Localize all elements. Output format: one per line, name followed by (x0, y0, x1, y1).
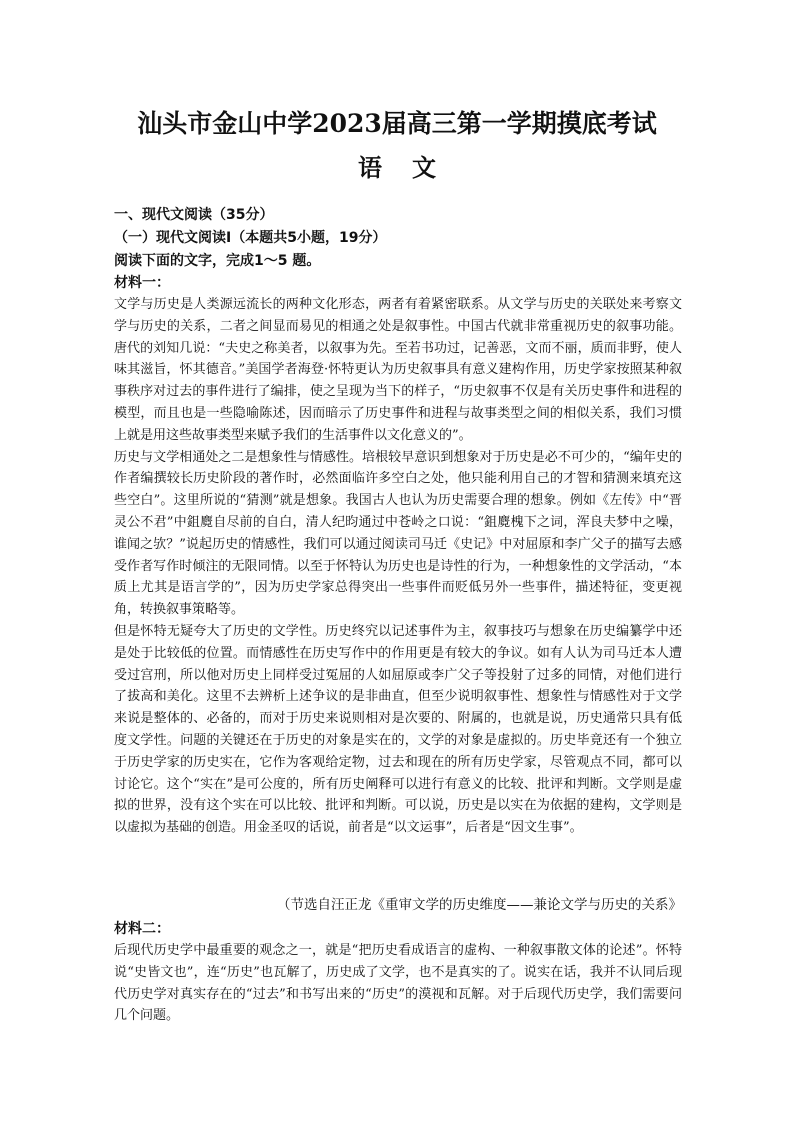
exam-title: 汕头市金山中学2023届高三第一学期摸底考试 (137, 109, 657, 138)
material2-text (114, 940, 682, 1027)
material2-label: 材料二： (114, 921, 170, 937)
material1-source: （节选自汪正龙《重审文学的历史维度——兼论文学与历史的关系》 (277, 897, 682, 913)
material1-text (114, 294, 682, 839)
subject-title: 语文 (358, 153, 466, 182)
instruction: 阅读下面的文字，完成1～5 题。 (114, 253, 321, 269)
paragraph: 文学与历史是人类源远流长的两种文化形态，两者有着紧密联系。从文学与历史的关联处来考察文学与历史的关系，二者之间显而易见的相通之处是叙事性。中国古代就非常重视历史的叙事功能。唐代的刘知几说：“夫史之称美者，以叙事为先。至若书功过，记善恶，文而不丽，质而非野，使人味其滋旨，怀其德音。”美国学者海登·怀特更认为历史叙事具有意义建构作用，历史学家按照某种叙事秩序对过去的事件进行了编排，使之呈现为当下的样子，“历史叙事不仅是有关历史事件和进程的模型，而且也是一些隐喻陈述，因而暗示了历史事件和进程与故事类型之间的相似关系，我们习惯上就是用这些故事类型来赋予我们的生活事件以文化意义的”。 (114, 297, 682, 443)
paragraph: 历史与文学相通处之二是想象性与情感性。培根较早意识到想象对于历史是必不可少的，“编年史的作者编撰较长历史阶段的著作时，必然面临许多空白之处，他只能利用自己的才智和猜测来填充这些空白”。这里所说的“猜测”就是想象。我国古人也认为历史需要合理的想象。例如《左传》中“晋灵公不君”中鉏麑自尽前的自白，清人纪昀通过中苍岭之口说：“鉏麑槐下之词，浑良夫梦中之噪，谁闻之欤？”说起历史的情感性，我们可以通过阅读司马迁《史记》中对屈原和李广父子的描写去感受作者写作时倾注的无限同情。以至于怀特认为历史也是诗性的行为，一种想象性的文学活动，“本质上尤其是语言学的”，因为历史学家总得突出一些事件而贬低另外一些事件，描述特征，变更视角，转换叙事策略等。 (114, 449, 682, 618)
paragraph: 但是怀特无疑夸大了历史的文学性。历史终究以记述事件为主，叙事技巧与想象在历史编纂学中还是处于比较低的位置。而情感性在历史写作中的作用更是有较大的争议。如有人认为司马迁本人遭受过宫刑，所以他对历史上同样受过冤屈的人如屈原或李广父子等投射了过多的同情，对他们进行了拔高和美化。这里不去辨析上述争议的是非曲直，但至少说明叙事性、想象性与情感性对于文学来说是整体的、必备的，而对于历史来说则相对是次要的、附属的，也就是说，历史通常只具有低度文学性。问题的关键还在于历史的对象是实在的，文学的对象是虚拟的。历史毕竟还有一个独立于历史学家的历史实在，它作为客观给定物，过去和现在的所有历史学家，尽管观点不同，都可以讨论它。这个“实在”是可公度的，所有历史阐释可以进行有意义的比较、批评和判断。文学则是虚拟的世界，没有这个实在可以比较、批评和判断。可以说，历史是以实在为依据的建构，文学则是以虚拟为基础的创造。用金圣叹的话说，前者是“以文运事”，后者是“因文生事”。 (114, 623, 682, 836)
material1-label: 材料一： (114, 275, 170, 291)
sub-heading: （一）现代文阅读Ⅰ（本题共5小题，19分） (114, 230, 387, 246)
paragraph: 后现代历史学中最重要的观念之一，就是“把历史看成语言的虚构、一种叙事散文体的论述”。怀特说“史皆文也”，连“历史”也瓦解了，历史成了文学，也不是真实的了。说实在话，我并不认同后现代历史学对真实存在的“过去”和书写出来的“历史”的漠视和瓦解。对于后现代历史学，我们需要问几个问题。 (114, 943, 682, 1024)
section-heading: 一、现代文阅读（35分） (114, 207, 274, 223)
